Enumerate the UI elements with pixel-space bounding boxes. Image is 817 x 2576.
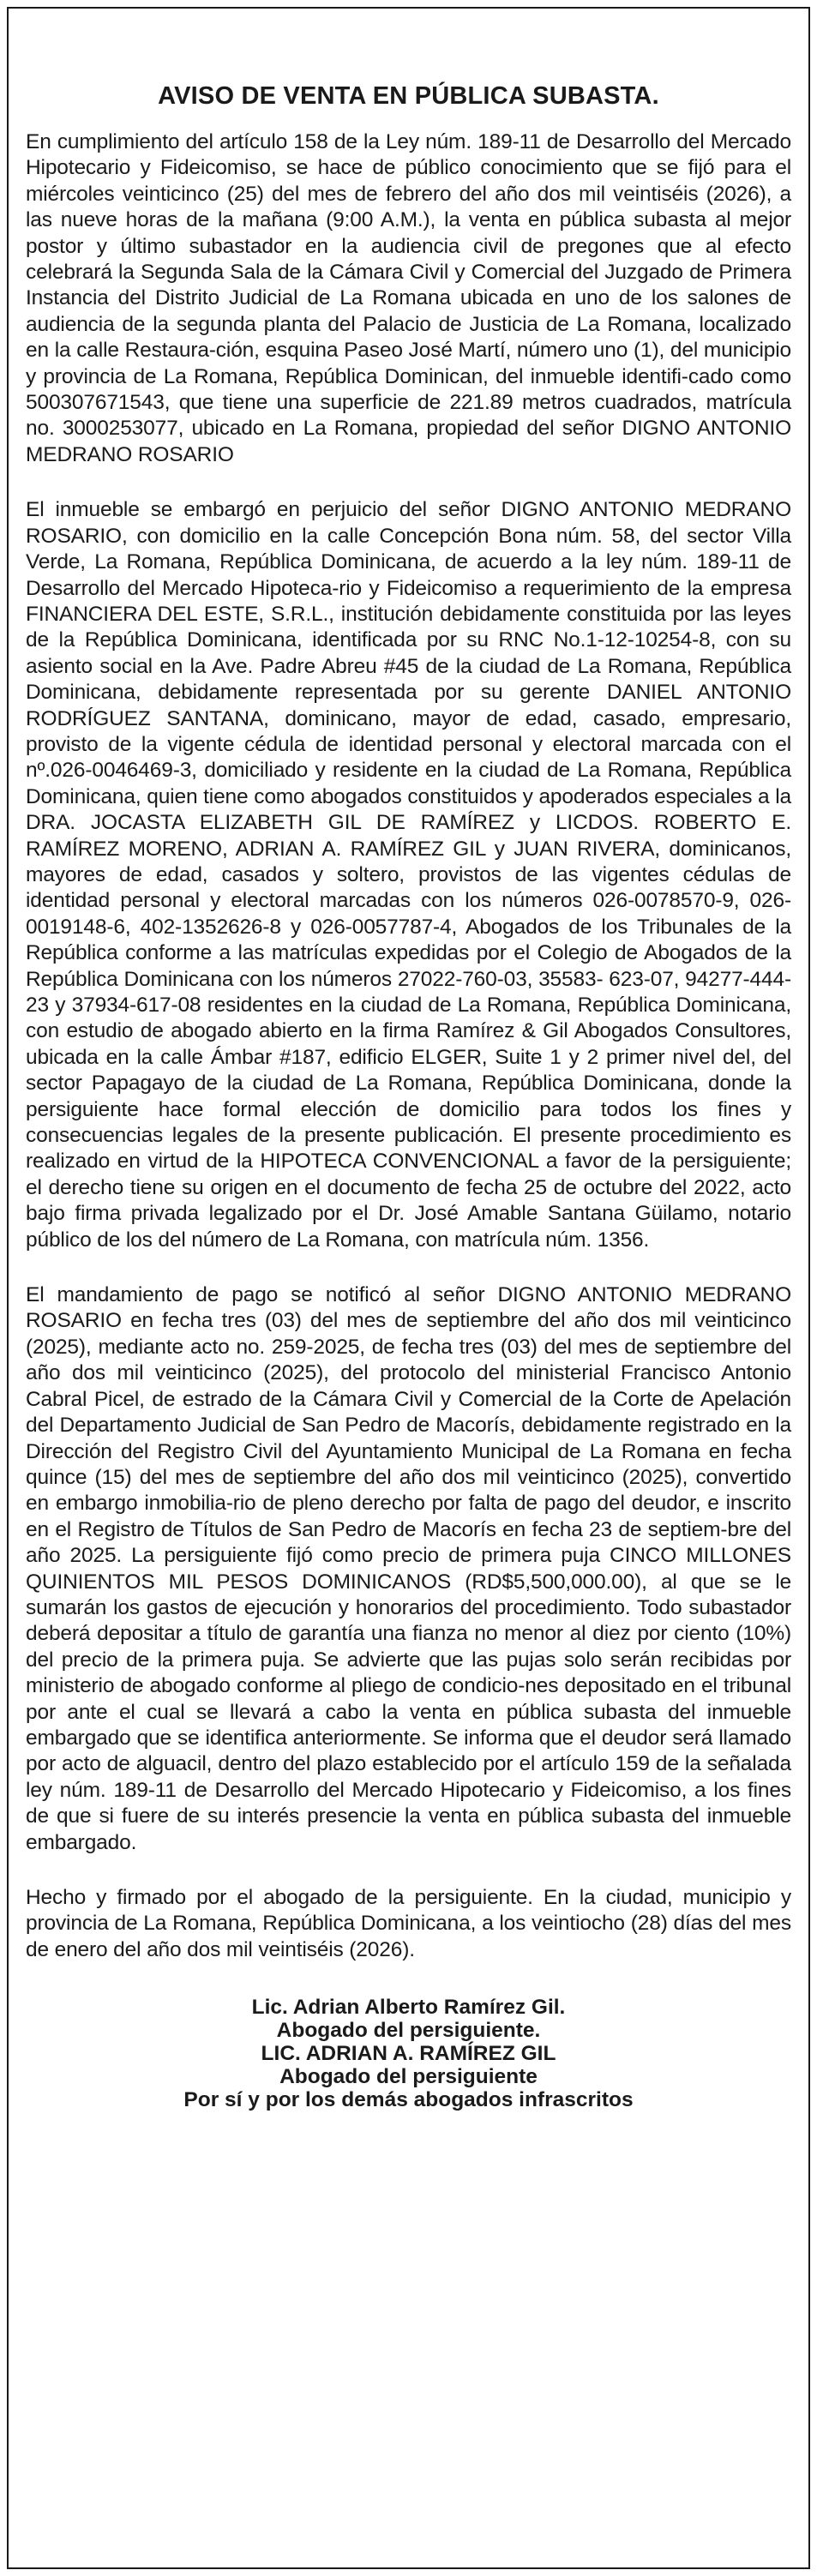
- signature-line: Lic. Adrian Alberto Ramírez Gil.: [251, 1996, 566, 2020]
- signature-block: [26, 1996, 791, 2111]
- notice-content: [26, 81, 791, 2111]
- paragraph-signing-statement: Hecho y firmado por el abogado de la persiguiente. En la ciudad, municipio y provincia de La Romana, República Dominicana, a los veintiocho (28) días del mes de enero del año dos mil veintiséis (2026).: [26, 1886, 791, 1961]
- paragraph-payment-order: El mandamiento de pago se notificó al señor DIGNO ANTONIO MEDRANO ROSARIO en fecha tres (03) del mes de septiembre del año dos mil veinticinco (2025), mediante acto no. 259-2025, de fecha tres (03) del mes de septiembre del año dos mil veinticinco (2025), del protocolo del ministerial Francisco Antonio Cabral Picel, de estrado de la Cámara Civil y Comercial de la Corte de Apelación del Departamento Judicial de San Pedro de Macorís, debidamente registrado en la Dirección del Registro Civil del Ayuntamiento Municipal de La Romana en fecha quince (15) del mes de septiembre del año dos mil veinticinco (2025), convertido en embargo inmobilia-rio de pleno derecho por falta de pago del deudor, e inscrito en el Registro de Títulos de San Pedro de Macorís en fecha 23 de septiem-bre del año 2025. La persiguiente fijó como precio de primera puja CINCO MILLONES QUINIENTOS MIL PESOS DOMINICANOS (RD$5,500,000.00), al que se le sumarán los gastos de ejecución y honorarios del procedimiento. Todo subastador deberá depositar a título de garantía una fianza no menor al diez por ciento (10%) del precio de la primera puja. Se advierte que las pujas solo serán recibidas por ministerio de abogado conforme al pliego de condicio-nes depositado en el tribunal por ante el cual se llevará a cabo la venta en pública subasta del inmueble embargado que se identifica anteriormente. Se informa que el deudor será llamado por acto de alguacil, dentro del plazo establecido por el artículo 159 de la señalada ley núm. 189-11 de Desarrollo del Mercado Hipotecario y Fideicomiso, a los fines de que si fuere de su interés presencie la venta en pública subasta del inmueble embargado.: [26, 1283, 791, 1854]
- notice-title: AVISO DE VENTA EN PÚBLICA SUBASTA.: [158, 82, 659, 110]
- paragraph-seizure-details: El inmueble se embargó en perjuicio del señor DIGNO ANTONIO MEDRANO ROSARIO, con domicilio en la calle Concepción Bona núm. 58, del sector Villa Verde, La Romana, República Dominicana, de acuerdo a la ley núm. 189-11 de Desarrollo del Mercado Hipoteca-rio y Fideicomiso a requerimiento de la empresa FINANCIERA DEL ESTE, S.R.L., institución debidamente constituida por las leyes de la República Dominicana, identificada por su RNC No.1-12-10254-8, con su asiento social en la Ave. Padre Abreu #45 de la ciudad de La Romana, República Dominicana, debidamente representada por su gerente DANIEL ANTONIO RODRÍGUEZ SANTANA, dominicano, mayor de edad, casado, empresario, provisto de la vigente cédula de identidad personal y electoral marcada con el nº.026-0046469-3, domiciliado y residente en la ciudad de La Romana, República Dominicana, quien tiene como abogados constituidos y apoderados especiales a la DRA. JOCASTA ELIZABETH GIL DE RAMÍREZ y LICDOS. ROBERTO E. RAMÍREZ MORENO, ADRIAN A. RAMÍREZ GIL y JUAN RIVERA, dominicanos, mayores de edad, casados y soltero, provistos de las vigentes cédulas de identidad personal y electoral marcadas con los números 026-0078570-9, 026-0019148-6, 402-1352626-8 y 026-0057787-4, Abogados de los Tribunales de la República conforme a las matrículas expedidas por el Colegio de Abogados de la República Dominicana con los números 27022-760-03, 35583- 623-07, 94277-444-23 y 37934-617-08 residentes en la ciudad de La Romana, República Dominicana, con estudio de abogado abierto en la firma Ramírez & Gil Abogados Consultores, ubicada en la calle Ámbar #187, edificio ELGER, Suite 1 y 2 primer nivel del, del sector Papagayo de la ciudad de La Romana, República Dominicana, donde la persiguiente hace formal elección de domicilio para todos los fines y consecuencias legales de la presente publicación. El presente procedimiento es realizado en virtud de la HIPOTECA CONVENCIONAL a favor de la persiguiente; el derecho tiene su origen en el documento de fecha 25 de octubre del 2022, acto bajo firma privada legalizado por el Dr. José Amable Santana Güilamo, notario público de los del número de La Romana, con matrícula núm. 1356.: [26, 498, 791, 1252]
- signature-line: LIC. ADRIAN A. RAMÍREZ GIL: [261, 2042, 556, 2066]
- signature-line: Abogado del persiguiente: [279, 2065, 538, 2089]
- signature-line: Abogado del persiguiente.: [276, 2019, 541, 2043]
- signature-line: Por sí y por los demás abogados infrascritos: [183, 2088, 634, 2112]
- paragraph-auction-announcement: En cumplimiento del artículo 158 de la Ley núm. 189-11 de Desarrollo del Mercado Hipotecario y Fideicomiso, se hace de público conocimiento que se fijó para el miércoles veinticinco (25) del mes de febrero del año dos mil veintiséis (2026), a las nueve horas de la mañana (9:00 A.M.), la venta en pública subasta al mejor postor y último subastador en la audiencia civil de pregones que al efecto celebrará la Segunda Sala de la Cámara Civil y Comercial del Juzgado de Primera Instancia del Distrito Judicial de La Romana ubicada en uno de los salones de audiencia de la segunda planta del Palacio de Justicia de La Romana, localizado en la calle Restaura-ción, esquina Paseo José Martí, número uno (1), del municipio y provincia de La Romana, República Dominican, del inmueble identifi-cado como 500307671543, que tiene una superficie de 221.89 metros cuadrados, matrícula no. 3000253077, ubicado en La Romana, propiedad del señor DIGNO ANTONIO MEDRANO ROSARIO: [26, 130, 791, 466]
